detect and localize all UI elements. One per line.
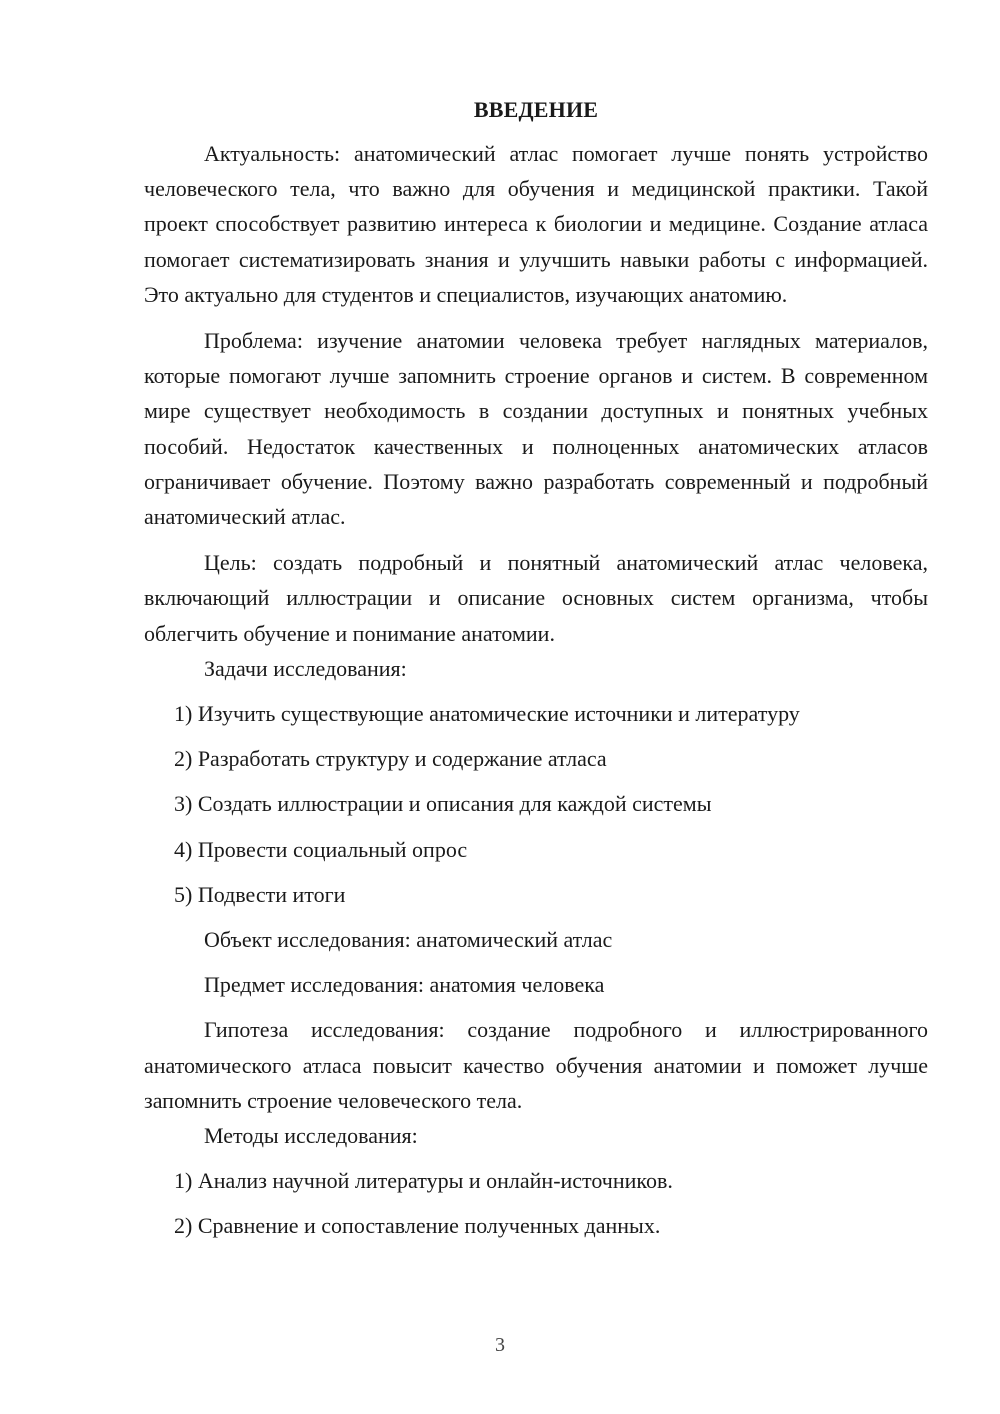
goal-paragraph: Цель: создать подробный и понятный анатомический атлас человека, включающий иллюстрации и описание основных систем организма, чтобы облегчить обучение и понимание анатомии. <box>144 550 928 646</box>
methods-heading: Методы исследования: <box>204 1123 418 1149</box>
hypothesis-paragraph: Гипотеза исследования: создание подробного и иллюстрированного анатомического атласа повысит качество обучения анатомии и поможет лучше запомнить строение человеческого тела. <box>144 1017 928 1113</box>
page-number: 3 <box>495 1334 505 1356</box>
method-item-2: 2) Сравнение и сопоставление полученных данных. <box>174 1213 661 1239</box>
task-item-3: 3) Создать иллюстрации и описания для каждой системы <box>174 791 712 817</box>
task-item-2: 2) Разработать структуру и содержание атласа <box>174 746 607 772</box>
problem-paragraph: Проблема: изучение анатомии человека требует наглядных материалов, которые помогают лучше запомнить строение органов и систем. В современном мире существует необходимость в создании доступных и понятных учебных пособий. Недостаток качественных и полноценных анатомических атласов ограничивает обучение. Поэтому важно разработать современный и подробный анатомический атлас. <box>144 328 928 530</box>
research-subject: Предмет исследования: анатомия человека <box>204 972 605 998</box>
task-item-4: 4) Провести социальный опрос <box>174 836 468 862</box>
tasks-heading: Задачи исследования: <box>204 655 407 681</box>
document-page <box>144 92 928 1244</box>
task-item-5: 5) Подвести итоги <box>174 881 346 907</box>
document-title: ВВЕДЕНИЕ <box>473 97 599 122</box>
task-item-1: 1) Изучить существующие анатомические источники и литературу <box>174 701 800 727</box>
relevance-paragraph: Актуальность: анатомический атлас помогает лучше понять устройство человеческого тела, что важно для обучения и медицинской практики. Такой проект способствует развитию интереса к биологии и медицине. Создание атласа помогает систематизировать знания и улучшить навыки работы с информацией. Это актуально для студентов и специалистов, изучающих анатомию. <box>144 141 928 307</box>
method-item-1: 1) Анализ научной литературы и онлайн-источников. <box>174 1168 673 1194</box>
research-object: Объект исследования: анатомический атлас <box>204 927 613 953</box>
